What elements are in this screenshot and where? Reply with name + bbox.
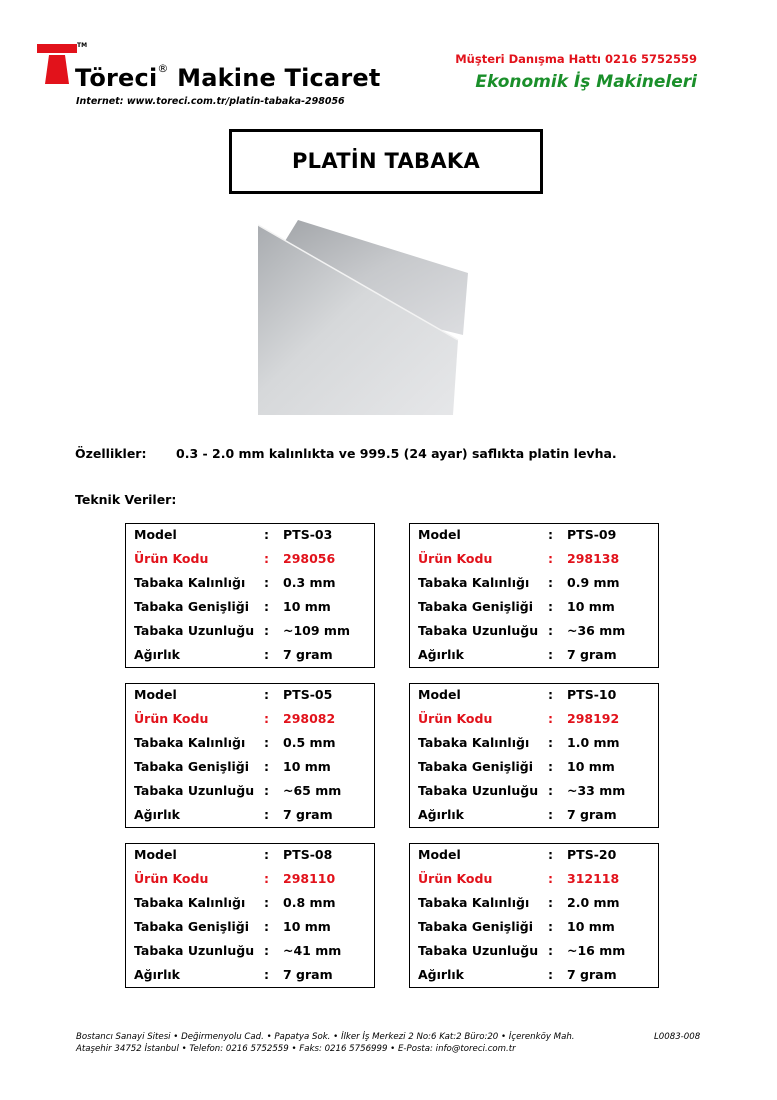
spec-separator: :: [264, 943, 269, 958]
spec-separator: :: [548, 575, 553, 590]
spec-value: 7 gram: [283, 807, 333, 822]
spec-label: Tabaka Genişliği: [134, 759, 249, 774]
spec-separator: :: [548, 919, 553, 934]
spec-separator: :: [264, 527, 269, 542]
spec-value: 10 mm: [567, 599, 615, 614]
spec-value: ~33 mm: [567, 783, 626, 798]
spec-label: Model: [134, 687, 177, 702]
spec-value: 312118: [567, 871, 620, 886]
spec-value: 10 mm: [567, 919, 615, 934]
spec-value: 7 gram: [283, 967, 333, 982]
spec-label: Tabaka Kalınlığı: [134, 735, 246, 750]
features-value: 0.3 - 2.0 mm kalınlıkta ve 999.5 (24 ayar) saflıkta platin levha.: [176, 446, 617, 461]
spec-label: Tabaka Kalınlığı: [134, 575, 246, 590]
spec-value: PTS-10: [567, 687, 617, 702]
spec-separator: :: [264, 735, 269, 750]
spec-label: Tabaka Kalınlığı: [418, 895, 530, 910]
spec-separator: :: [264, 551, 269, 566]
spec-value: PTS-20: [567, 847, 617, 862]
spec-separator: :: [264, 599, 269, 614]
spec-label: Tabaka Kalınlığı: [418, 735, 530, 750]
registered-mark: ®: [157, 62, 169, 75]
spec-value: 298110: [283, 871, 336, 886]
customer-hotline: Müşteri Danışma Hattı 0216 5752559: [455, 52, 697, 66]
spec-separator: :: [548, 711, 553, 726]
trademark-mark: TM: [77, 42, 88, 49]
spec-separator: :: [548, 759, 553, 774]
document-code: L0083-008: [654, 1032, 701, 1042]
spec-label: Model: [418, 847, 461, 862]
spec-value: PTS-08: [283, 847, 333, 862]
spec-value: PTS-05: [283, 687, 333, 702]
spec-separator: :: [548, 895, 553, 910]
spec-label: Ürün Kodu: [134, 871, 209, 886]
spec-label: Ağırlık: [418, 807, 464, 822]
spec-value: PTS-09: [567, 527, 617, 542]
technical-data-label: Teknik Veriler:: [75, 492, 177, 507]
spec-value: 7 gram: [567, 807, 617, 822]
spec-label: Ürün Kodu: [134, 711, 209, 726]
spec-label: Tabaka Uzunluğu: [134, 623, 255, 638]
product-photo: [258, 215, 468, 415]
spec-separator: :: [548, 967, 553, 982]
spec-value: 7 gram: [567, 647, 617, 662]
spec-separator: :: [548, 623, 553, 638]
spec-label: Ağırlık: [134, 807, 180, 822]
spec-separator: :: [548, 647, 553, 662]
spec-separator: :: [548, 807, 553, 822]
spec-separator: :: [548, 687, 553, 702]
spec-separator: :: [264, 647, 269, 662]
spec-value: 1.0 mm: [567, 735, 620, 750]
spec-value: ~36 mm: [567, 623, 626, 638]
spec-separator: :: [264, 967, 269, 982]
spec-label: Tabaka Genişliği: [418, 919, 533, 934]
spec-label: Model: [418, 687, 461, 702]
spec-separator: :: [548, 527, 553, 542]
page-title: PLATİN TABAKA: [291, 149, 481, 173]
spec-separator: :: [264, 919, 269, 934]
spec-value: 2.0 mm: [567, 895, 620, 910]
spec-label: Tabaka Genişliği: [418, 759, 533, 774]
spec-separator: :: [548, 551, 553, 566]
spec-label: Tabaka Uzunluğu: [418, 943, 539, 958]
spec-value: 0.9 mm: [567, 575, 620, 590]
features-label: Özellikler:: [75, 446, 147, 461]
spec-value: 7 gram: [283, 647, 333, 662]
spec-card: [409, 683, 659, 828]
spec-separator: :: [548, 943, 553, 958]
spec-label: Ağırlık: [134, 967, 180, 982]
spec-label: Tabaka Genişliği: [418, 599, 533, 614]
spec-label: Tabaka Genişliği: [134, 919, 249, 934]
spec-label: Ürün Kodu: [134, 551, 209, 566]
spec-value: 10 mm: [283, 599, 331, 614]
spec-label: Tabaka Uzunluğu: [134, 783, 255, 798]
spec-label: Tabaka Kalınlığı: [418, 575, 530, 590]
spec-label: Tabaka Kalınlığı: [134, 895, 246, 910]
spec-card: [125, 683, 375, 828]
spec-value: ~41 mm: [283, 943, 342, 958]
spec-separator: :: [548, 871, 553, 886]
spec-separator: :: [264, 687, 269, 702]
spec-value: 10 mm: [283, 759, 331, 774]
spec-card: [409, 523, 659, 668]
spec-value: 0.5 mm: [283, 735, 336, 750]
spec-value: 10 mm: [567, 759, 615, 774]
page-url: Internet: www.toreci.com.tr/platin-tabaka-298056: [76, 96, 345, 107]
spec-card: [125, 843, 375, 988]
spec-value: ~65 mm: [283, 783, 342, 798]
spec-value: 298056: [283, 551, 336, 566]
spec-card: [409, 843, 659, 988]
brand-name: Töreci® Makine Ticaret: [75, 62, 381, 92]
footer-address-line2: Ataşehir 34752 İstanbul • Telefon: 0216 5752559 • Faks: 0216 5756999 • E-Posta: info@toreci.com.tr: [76, 1044, 516, 1054]
spec-separator: :: [264, 871, 269, 886]
spec-separator: :: [264, 895, 269, 910]
spec-label: Model: [134, 527, 177, 542]
spec-value: ~16 mm: [567, 943, 626, 958]
spec-separator: :: [264, 847, 269, 862]
spec-value: 298192: [567, 711, 620, 726]
spec-separator: :: [264, 783, 269, 798]
toreci-logo-icon: [37, 44, 77, 84]
spec-label: Ağırlık: [418, 647, 464, 662]
spec-separator: :: [548, 599, 553, 614]
spec-label: Tabaka Uzunluğu: [134, 943, 255, 958]
spec-card: [125, 523, 375, 668]
spec-separator: :: [548, 783, 553, 798]
spec-separator: :: [264, 623, 269, 638]
spec-value: PTS-03: [283, 527, 333, 542]
spec-label: Model: [418, 527, 461, 542]
spec-separator: :: [264, 575, 269, 590]
spec-label: Tabaka Uzunluğu: [418, 783, 539, 798]
spec-value: 10 mm: [283, 919, 331, 934]
spec-separator: :: [548, 735, 553, 750]
spec-label: Ürün Kodu: [418, 871, 493, 886]
spec-label: Ağırlık: [134, 647, 180, 662]
spec-value: 298082: [283, 711, 336, 726]
spec-label: Tabaka Genişliği: [134, 599, 249, 614]
company-tagline: Ekonomik İş Makineleri: [475, 72, 697, 92]
spec-value: ~109 mm: [283, 623, 350, 638]
spec-separator: :: [264, 807, 269, 822]
footer-address-line1: Bostancı Sanayi Sitesi • Değirmenyolu Cad. • Papatya Sok. • İlker İş Merkezi 2 No:6 Kat:2 Büro:20 • İçerenköy Mah.: [76, 1032, 575, 1042]
spec-label: Tabaka Uzunluğu: [418, 623, 539, 638]
spec-separator: :: [264, 711, 269, 726]
spec-value: 0.8 mm: [283, 895, 336, 910]
spec-separator: :: [548, 847, 553, 862]
spec-label: Model: [134, 847, 177, 862]
spec-value: 298138: [567, 551, 620, 566]
spec-value: 0.3 mm: [283, 575, 336, 590]
spec-label: Ağırlık: [418, 967, 464, 982]
spec-label: Ürün Kodu: [418, 551, 493, 566]
title-box: [229, 129, 543, 194]
spec-label: Ürün Kodu: [418, 711, 493, 726]
spec-value: 7 gram: [567, 967, 617, 982]
spec-separator: :: [264, 759, 269, 774]
